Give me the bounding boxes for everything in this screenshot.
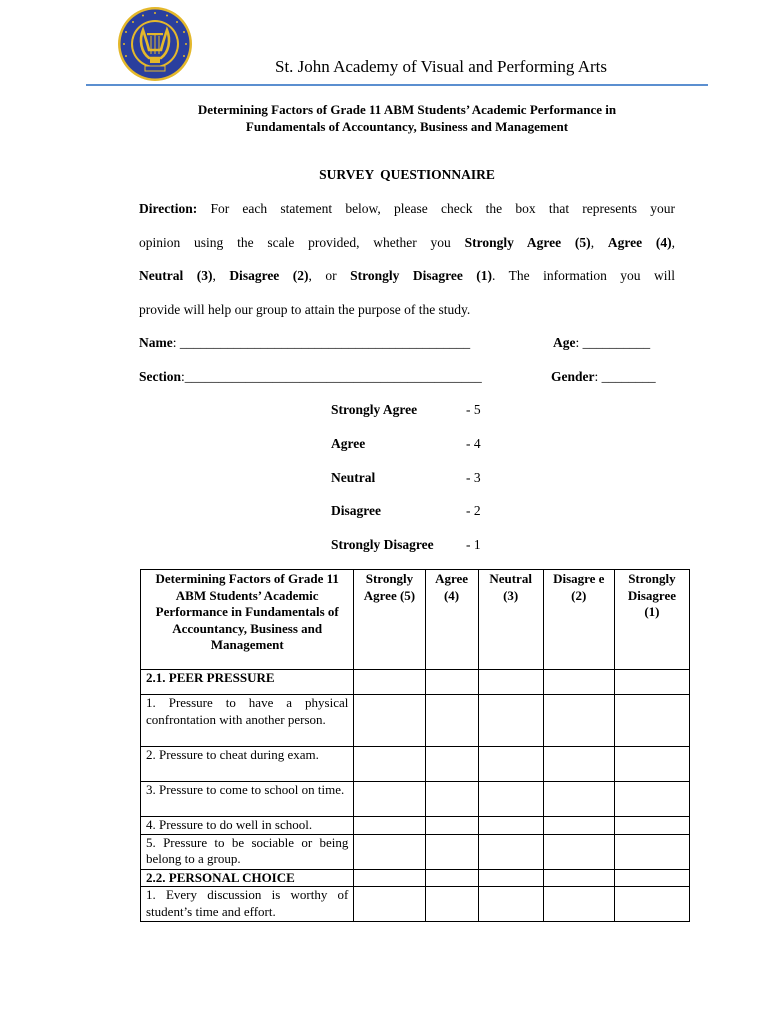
direction-line-2: opinion using the scale provided, whether you Strongly Agree (5), Agree (4), bbox=[139, 235, 675, 250]
checkbox-cell-disagree[interactable] bbox=[543, 817, 614, 835]
section-row bbox=[141, 869, 690, 887]
column-header-disagree: Disagre e (2) bbox=[543, 570, 614, 670]
checkbox-cell-disagree[interactable] bbox=[543, 834, 614, 869]
scale-value-3: - 3 bbox=[466, 470, 481, 485]
checkbox-cell-neutral[interactable] bbox=[478, 834, 543, 869]
direction-or: , or bbox=[308, 268, 337, 283]
column-header-strongly-agree: Strongly Agree (5) bbox=[354, 570, 425, 670]
name-label: Name bbox=[139, 335, 173, 350]
section-blank-disagree bbox=[543, 869, 614, 887]
scale-label-2: Disagree bbox=[331, 503, 381, 518]
scale-value-2: - 2 bbox=[466, 503, 481, 518]
section-blank: :____________________________________________ bbox=[181, 369, 482, 384]
section-field[interactable] bbox=[139, 368, 482, 385]
section-blank-strongly-disagree bbox=[614, 869, 689, 887]
checkbox-cell-agree[interactable] bbox=[425, 782, 478, 817]
scale-label-3: Neutral bbox=[331, 470, 376, 485]
statement-text: 4. Pressure to do well in school. bbox=[141, 817, 354, 835]
section-blank-strongly-disagree bbox=[614, 670, 689, 695]
checkbox-cell-disagree[interactable] bbox=[543, 695, 614, 747]
section-blank-strongly-agree bbox=[354, 869, 425, 887]
statement-text: 5. Pressure to be sociable or being belong to a group. bbox=[141, 834, 354, 869]
checkbox-cell-neutral[interactable] bbox=[478, 782, 543, 817]
table-row bbox=[141, 817, 690, 835]
checkbox-cell-strongly-agree[interactable] bbox=[354, 782, 425, 817]
header-rule bbox=[86, 84, 708, 86]
section-label: Section bbox=[139, 369, 181, 384]
scale-neutral-ref: Neutral (3) bbox=[139, 268, 213, 283]
checkbox-cell-strongly-disagree[interactable] bbox=[614, 817, 689, 835]
section-blank-strongly-agree bbox=[354, 670, 425, 695]
section-row bbox=[141, 670, 690, 695]
checkbox-cell-disagree[interactable] bbox=[543, 782, 614, 817]
section-blank-agree bbox=[425, 869, 478, 887]
age-label: Age bbox=[553, 335, 576, 350]
scale-value-1: - 1 bbox=[466, 537, 481, 552]
section-blank-neutral bbox=[478, 869, 543, 887]
scale-label-5: Strongly Agree bbox=[331, 402, 418, 417]
section-blank-neutral bbox=[478, 670, 543, 695]
checkbox-cell-neutral[interactable] bbox=[478, 747, 543, 782]
checkbox-cell-strongly-agree[interactable] bbox=[354, 747, 425, 782]
checkbox-cell-agree[interactable] bbox=[425, 817, 478, 835]
survey-table bbox=[140, 569, 690, 922]
table-row bbox=[141, 887, 690, 922]
scale-strongly-agree-ref: Strongly Agree (5) bbox=[464, 235, 591, 250]
scale-value-5: - 5 bbox=[466, 402, 481, 417]
checkbox-cell-neutral[interactable] bbox=[478, 887, 543, 922]
checkbox-cell-agree[interactable] bbox=[425, 887, 478, 922]
statement-text: 3. Pressure to come to school on time. bbox=[141, 782, 354, 817]
table-body bbox=[141, 670, 690, 922]
scale-strongly-disagree-ref: Strongly Disagree (1) bbox=[350, 268, 493, 283]
direction-line-1 bbox=[139, 200, 675, 217]
checkbox-cell-strongly-disagree[interactable] bbox=[614, 887, 689, 922]
scale-label-4: Agree bbox=[331, 436, 366, 451]
checkbox-cell-neutral[interactable] bbox=[478, 817, 543, 835]
checkbox-cell-strongly-disagree[interactable] bbox=[614, 782, 689, 817]
checkbox-cell-agree[interactable] bbox=[425, 695, 478, 747]
checkbox-cell-disagree[interactable] bbox=[543, 747, 614, 782]
section-blank-disagree bbox=[543, 670, 614, 695]
direction-text-2: opinion using the scale provided, whether you bbox=[139, 235, 451, 250]
scale-value-4: - 4 bbox=[466, 436, 481, 451]
age-field[interactable] bbox=[553, 334, 650, 351]
checkbox-cell-strongly-disagree[interactable] bbox=[614, 747, 689, 782]
direction-line-4: provide will help our group to attain the purpose of the study. bbox=[139, 302, 471, 317]
survey-heading: SURVEY QUESTIONNAIRE bbox=[319, 167, 495, 182]
section-title: 2.2. PERSONAL CHOICE bbox=[141, 869, 354, 887]
school-name: St. John Academy of Visual and Performing Arts bbox=[275, 57, 608, 76]
checkbox-cell-agree[interactable] bbox=[425, 747, 478, 782]
direction-text-1: For each statement below, please check the box that represents your bbox=[210, 201, 675, 216]
scale-label-1: Strongly Disagree bbox=[331, 537, 434, 552]
direction-line-3: Neutral (3), Disagree (2), or Strongly Disagree (1). The information you will bbox=[139, 268, 676, 283]
direction-label: Direction: bbox=[139, 201, 198, 216]
column-header-agree: Agree (4) bbox=[425, 570, 478, 670]
table-row bbox=[141, 747, 690, 782]
column-header-strongly-disagree: Strongly Disagree (1) bbox=[614, 570, 689, 670]
study-title-line1: Determining Factors of Grade 11 ABM Students’ Academic Performance in bbox=[197, 102, 617, 117]
checkbox-cell-strongly-agree[interactable] bbox=[354, 834, 425, 869]
section-blank-agree bbox=[425, 670, 478, 695]
column-header-neutral: Neutral (3) bbox=[478, 570, 543, 670]
section-title: 2.1. PEER PRESSURE bbox=[141, 670, 354, 695]
study-title-line2: Fundamentals of Accountancy, Business and Management bbox=[245, 119, 569, 134]
checkbox-cell-strongly-disagree[interactable] bbox=[614, 695, 689, 747]
table-row bbox=[141, 834, 690, 869]
statement-text: 1. Every discussion is worthy of student’s time and effort. bbox=[141, 887, 354, 922]
lyre-seal-icon bbox=[115, 6, 195, 82]
statement-text: 2. Pressure to cheat during exam. bbox=[141, 747, 354, 782]
name-blank: : ___________________________________________ bbox=[172, 335, 471, 350]
name-field[interactable] bbox=[139, 334, 470, 351]
gender-label: Gender bbox=[551, 369, 595, 384]
column-header-factors: Determining Factors of Grade 11 ABM Students’ Academic Performance in Fundamentals of Accountancy, Business and Management bbox=[141, 570, 354, 670]
school-logo bbox=[115, 6, 195, 82]
checkbox-cell-strongly-disagree[interactable] bbox=[614, 834, 689, 869]
scale-agree-ref: Agree (4) bbox=[607, 235, 672, 250]
scale-disagree-ref: Disagree (2) bbox=[229, 268, 309, 283]
checkbox-cell-strongly-agree[interactable] bbox=[354, 887, 425, 922]
table-header-row bbox=[141, 570, 690, 670]
checkbox-cell-strongly-agree[interactable] bbox=[354, 695, 425, 747]
gender-blank: : ________ bbox=[594, 369, 656, 384]
statement-text: 1. Pressure to have a physical confrontation with another person. bbox=[141, 695, 354, 747]
table-row bbox=[141, 695, 690, 747]
gender-field[interactable] bbox=[551, 368, 656, 385]
checkbox-cell-agree[interactable] bbox=[425, 834, 478, 869]
checkbox-cell-neutral[interactable] bbox=[478, 695, 543, 747]
direction-text-3: . The information you will bbox=[492, 268, 676, 283]
study-title bbox=[140, 101, 674, 135]
checkbox-cell-strongly-agree[interactable] bbox=[354, 817, 425, 835]
table-row bbox=[141, 782, 690, 817]
checkbox-cell-disagree[interactable] bbox=[543, 887, 614, 922]
age-blank: : __________ bbox=[575, 335, 651, 350]
